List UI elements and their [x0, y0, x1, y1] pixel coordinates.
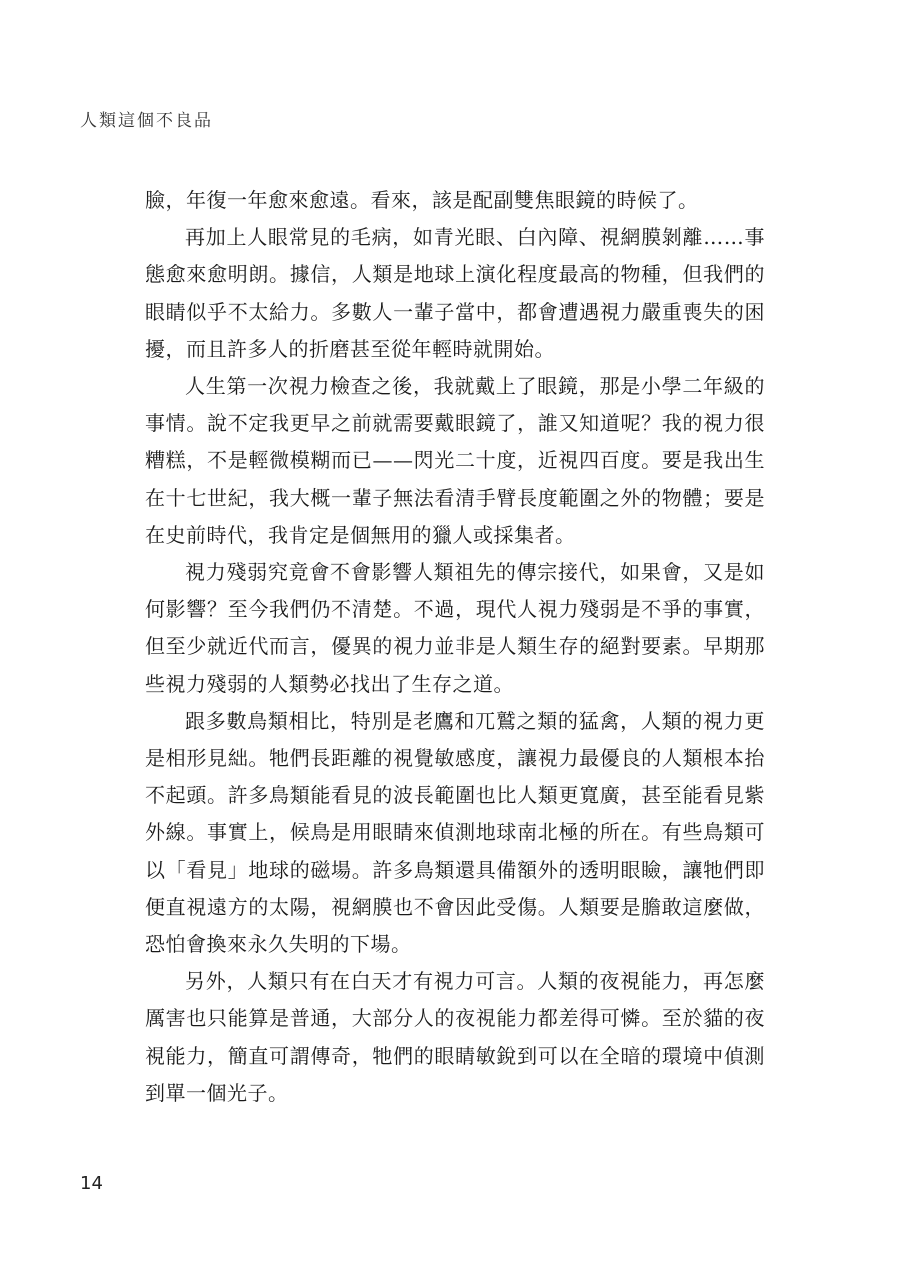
- paragraph-continuation: 臉，年復一年愈來愈遠。看來，該是配副雙焦眼鏡的時候了。: [145, 188, 699, 212]
- page-number: 14: [80, 1173, 103, 1194]
- paragraph-first-eye-exam: 人生第一次視力檢查之後，我就戴上了眼鏡，那是小學二年級的事情。說不定我更早之前就需要戴眼鏡了，誰又知道呢？我的視力很糟糕，不是輕微模糊而已——閃光二十度，近視四百度。要是我出生在十七世紀，我大概一輩子無法看清手臂長度範圍之外的物體；要是在史前時代，我肯定是個無用的獵人或採集者。: [145, 374, 765, 547]
- running-header-title: 人類這個不良品: [80, 111, 213, 131]
- body-text: [145, 182, 765, 1112]
- paragraph-night-vision: 另外，人類只有在白天才有視力可言。人類的夜視能力，再怎麼厲害也只能算是普通，大部分人的夜視能力都差得可憐。至於貓的夜視能力，簡直可謂傳奇，牠們的眼睛敏銳到可以在全暗的環境中偵測到單一個光子。: [145, 969, 765, 1105]
- paragraph-ancestors-vision: 視力殘弱究竟會不會影響人類祖先的傳宗接代，如果會，又是如何影響？至今我們仍不清楚。不過，現代人視力殘弱是不爭的事實，但至少就近代而言，優異的視力並非是人類生存的絕對要素。早期那些視力殘弱的人類勢必找出了生存之道。: [145, 560, 765, 696]
- paragraph-eye-diseases: 再加上人眼常見的毛病，如青光眼、白內障、視網膜剝離……事態愈來愈明朗。據信，人類是地球上演化程度最高的物種，但我們的眼睛似乎不太給力。多數人一輩子當中，都會遭遇視力嚴重喪失的困擾，而且許多人的折磨甚至從年輕時就開始。: [145, 225, 765, 361]
- paragraph-bird-vision: 跟多數鳥類相比，特別是老鷹和兀鷲之類的猛禽，人類的視力更是相形見絀。牠們長距離的視覺敏感度，讓視力最優良的人類根本抬不起頭。許多鳥類能看見的波長範圍也比人類更寬廣，甚至能看見紫外線。事實上，候鳥是用眼睛來偵測地球南北極的所在。有些鳥類可以「看見」地球的磁場。許多鳥類還具備額外的透明眼瞼，讓牠們即便直視遠方的太陽，視網膜也不會因此受傷。人類要是膽敢這麼做，恐怕會換來永久失明的下場。: [145, 708, 765, 957]
